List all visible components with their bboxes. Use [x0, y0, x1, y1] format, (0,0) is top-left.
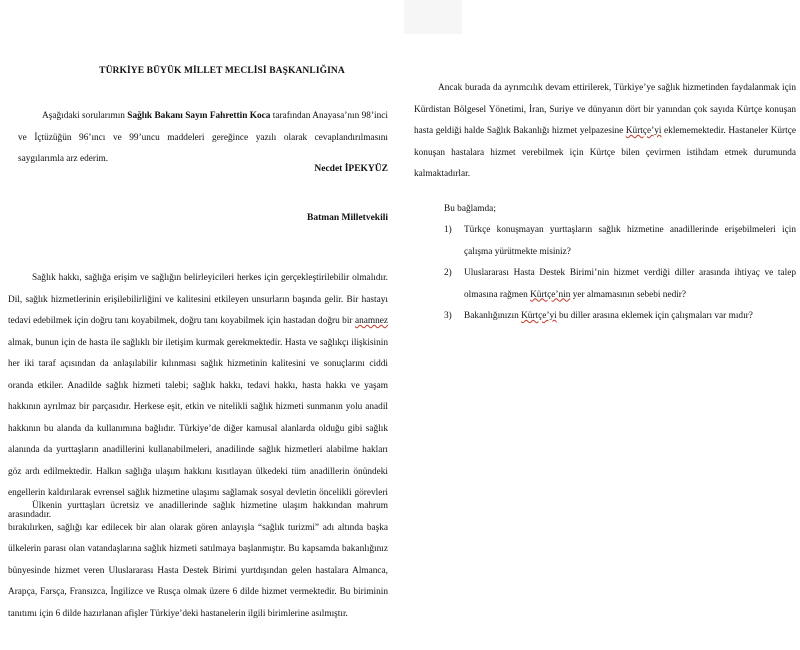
question-item — [444, 306, 796, 328]
question-text: Uluslararası Hasta Destek Birimi’nin hizmet verdiği diller arasında ihtiyaç ve talep olmasına rağmen — [464, 268, 796, 300]
intro-text-end: tarafından Anayasa’nın 98’inci ve İçtüzüğün 96’ıncı ve 99’uncu maddeleri gereğince yazılı olarak cevaplandırılmasını saygılarımla arz ederim. — [18, 111, 388, 164]
body-paragraph-3-text-end: eklememektedir. Hastaneler Kürtçe konuşan hastalara hizmet verebilmek için Kürtçe bilen çevirmen istihdam etmek durumunda kalmaktadırlar. — [414, 126, 796, 179]
body-paragraph-2-text: Ülkenin yurttaşları ücretsiz ve anadillerinde sağlık hizmetine ulaşım hakkından mahrum bırakılırken, sağlığı kar edilecek bir alan olarak gören anlayışla “sağlık turizmi” adı altında başka ülkelerin parası olan vatandaşlarına sağlık hizmeti satılmaya başlanmıştır. Bu kapsamda bakanlığınız bünyesinde hizmet veren Uluslararası Hasta Destek Birimi yurtdışından gelen hastalara Almanca, Arapça, Farsça, Fransızca, İngilizce ve Rusça olmak üzere 6 dilde hizmet vermektedir. Bu biriminin tanıtımı için 6 dilde hazırlanan afişler Türkiye’deki hastanelerin ilgili birimlerine asılmıştır. — [8, 501, 388, 619]
body-paragraph-1-text: Sağlık hakkı, sağlığa erişim ve sağlığın belirleyicileri herkes için gerçekleştirilebilir olmalıdır. Dil, sağlık hizmetlerinin erişilebilirliğini ve kalitesini etkileyen unsurların başında gelir. Bir hastayı tedavi edebilmek için doğru tanı koyabilmek, doğru tanı koyabilmek için hastadan doğru bir — [8, 273, 388, 326]
spellcheck-word: Kürtçe’yi — [521, 311, 557, 321]
question-text: Türkçe konuşmayan yurttaşların sağlık hizmetine anadillerinde erişebilmeleri için çalışma yürütmekte misiniz? — [464, 225, 796, 257]
body-paragraph-3-text: Ancak burada da ayrımcılık devam ettirilerek, Türkiye’ye sağlık hizmetinden faydalanmak için Kürdistan Bölgesel Yönetimi, İran, Suriye ve dünyanın dört bir yanından çok sayıda Kürtçe konuşan hasta geldiği halde Sağlık Bakanlığı hizmet yelpazesine — [414, 83, 796, 136]
document-heading: TÜRKİYE BÜYÜK MİLLET MECLİSİ BAŞKANLIĞINA — [99, 66, 345, 76]
signature-name: Necdet İPEKYÜZ — [314, 164, 388, 174]
intro-paragraph — [18, 106, 388, 171]
questions-intro: Bu bağlamda; — [444, 204, 496, 214]
question-text-end: bu diller arasına eklemek için çalışmaları var mıdır? — [556, 311, 753, 321]
question-number: 2) — [444, 268, 452, 278]
question-number: 3) — [444, 311, 452, 321]
signature-title: Batman Milletvekili — [306, 213, 388, 223]
spellcheck-word: anamnez — [354, 316, 388, 326]
spellcheck-word: Kürtçe’nin — [530, 289, 571, 300]
question-item — [444, 220, 796, 263]
body-paragraph-1 — [8, 268, 388, 526]
question-number: 1) — [444, 225, 452, 235]
intro-text: Aşağıdaki sorularımın — [42, 111, 128, 121]
questions-list — [444, 220, 796, 328]
spellcheck-word: Kürtçe’yi — [625, 126, 662, 136]
body-paragraph-1-text-end: almak, bunun için de hasta ile sağlıklı bir iletişim kurmak gerekmektedir. Hasta ve sağlıkçı ilişkisinin her iki taraf açısından da anlaşılabilir kılınması sağlık hizmetinin kalitesini ve sonuçlarını ciddi oranda etkiler. Anadilde sağlık hizmeti talebi; sağlık hakkı, tedavi hakkı, hasta hakkı ve yaşam hakkının ayrılmaz bir parçasıdır. Herkese eşit, etkin ve nitelikli sağlık hizmeti sunmanın yolu anadil hakkının bu alanda da kullanımına bağlıdır. Türkiye’de diğer kamusal alanlarda olduğu gibi sağlık alanında da yurttaşların anadillerini kullanabilmeleri, anadilinde sağlık hizmetleri alabilme hakları göz ardı edilmektedir. Halkın sağlığa ulaşım hakkını kısıtlayan ülkedeki tüm anadillerin önündeki engellerin kaldırılarak evrensel sağlık hizmetine ulaşımı sağlamak sosyal devletin öncelikli görevleri arasındadır. — [8, 337, 388, 520]
scan-mark — [404, 0, 462, 34]
minister-name: Sağlık Bakanı Sayın Fahrettin Koca — [127, 111, 271, 121]
question-text-end: yer almamasının sebebi nedir? — [570, 289, 687, 300]
question-text: Bakanlığınızın — [464, 311, 522, 321]
body-paragraph-3 — [414, 78, 796, 186]
body-paragraph-2 — [8, 496, 388, 625]
question-item — [444, 263, 796, 306]
